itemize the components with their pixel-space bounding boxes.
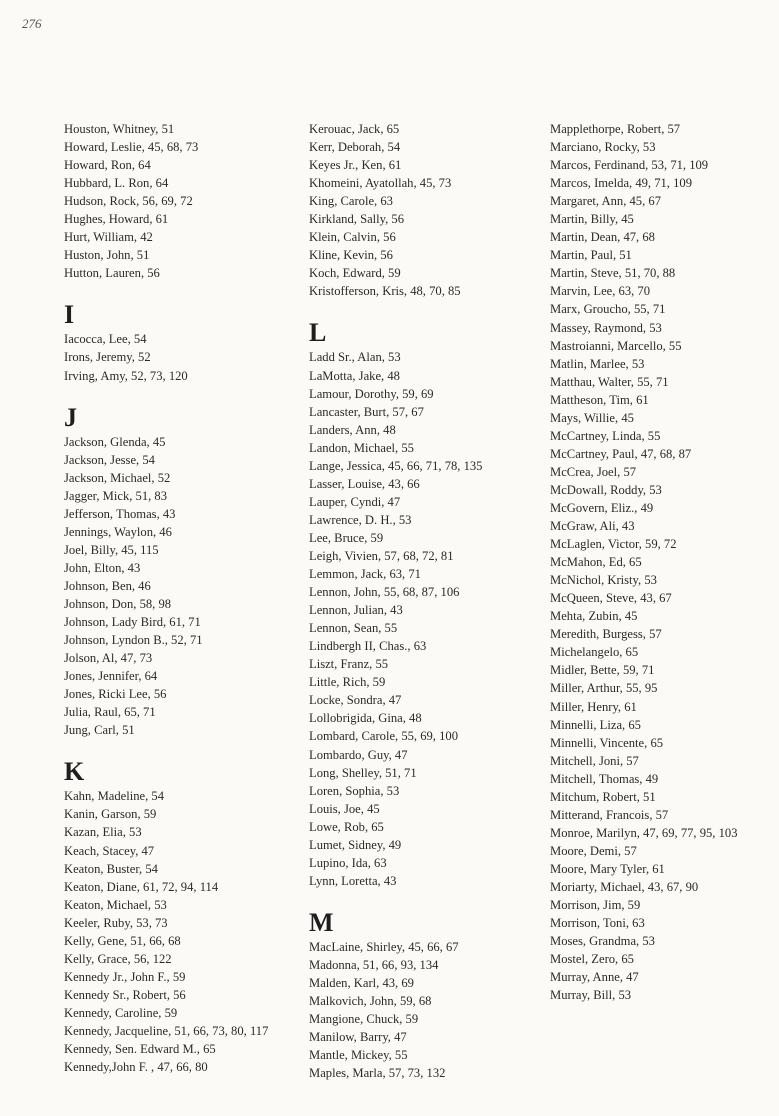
index-entry: Keaton, Buster, 54 [64, 861, 158, 876]
index-entry: Locke, Sondra, 47 [309, 693, 402, 708]
index-entry: Martin, Paul, 51 [550, 248, 632, 263]
index-entry: Iacocca, Lee, 54 [64, 332, 147, 347]
index-entry: Lauper, Cyndi, 47 [309, 494, 401, 509]
index-entry: Lange, Jessica, 45, 66, 71, 78, 135 [309, 458, 483, 473]
index-entry: Marx, Groucho, 55, 71 [550, 302, 666, 317]
index-entry: McDowall, Roddy, 53 [550, 482, 662, 497]
index-entry: Kennedy Sr., Robert, 56 [64, 987, 186, 1002]
section-letter-i: I [64, 300, 75, 330]
index-entry: Khomeini, Ayatollah, 45, 73 [309, 176, 452, 191]
index-entry: Murray, Anne, 47 [550, 970, 639, 985]
index-entry: Kerr, Deborah, 54 [309, 140, 401, 155]
index-entry: Miller, Henry, 61 [550, 699, 637, 714]
index-entry: McCrea, Joel, 57 [550, 464, 637, 479]
index-entry: Morrison, Jim, 59 [550, 898, 641, 913]
index-entry: Leigh, Vivien, 57, 68, 72, 81 [309, 548, 454, 563]
index-entry: Lancaster, Burt, 57, 67 [309, 404, 424, 419]
index-entry: Lollobrigida, Gina, 48 [309, 711, 422, 726]
index-entry: Lamour, Dorothy, 59, 69 [309, 386, 434, 401]
index-column-3 [550, 120, 775, 1004]
index-entry: Murray, Bill, 53 [550, 988, 632, 1003]
index-entry: Jagger, Mick, 51, 83 [64, 488, 168, 503]
index-entry: Keach, Stacey, 47 [64, 843, 155, 858]
page-number: 276 [22, 16, 42, 31]
index-entry: Kennedy,John F. , 47, 66, 80 [64, 1060, 208, 1075]
section-letter-j: J [64, 402, 77, 432]
index-entry: Mays, Willie, 45 [550, 410, 634, 425]
index-entry: Kahn, Madeline, 54 [64, 789, 165, 804]
index-entry: Johnson, Lyndon B., 52, 71 [64, 633, 203, 648]
index-entry: Moore, Mary Tyler, 61 [550, 861, 665, 876]
index-entry: Mitchell, Joni, 57 [550, 753, 639, 768]
index-entry: Irving, Amy, 52, 73, 120 [64, 368, 188, 383]
index-entry: Kerouac, Jack, 65 [309, 122, 400, 136]
index-entry: Mantle, Mickey, 55 [309, 1048, 408, 1063]
index-entry: Mehta, Zubin, 45 [550, 609, 638, 624]
index-entry: Marcos, Ferdinand, 53, 71, 109 [550, 158, 709, 173]
index-entry: John, Elton, 43 [64, 560, 141, 575]
index-entry: Meredith, Burgess, 57 [550, 627, 662, 642]
index-entry: Martin, Billy, 45 [550, 212, 634, 227]
section-letter-l: L [309, 318, 327, 348]
index-entry: Klein, Calvin, 56 [309, 230, 396, 245]
index-entry: Kelly, Grace, 56, 122 [64, 951, 172, 966]
index-entry: Hutton, Lauren, 56 [64, 266, 160, 281]
index-entry: Joel, Billy, 45, 115 [64, 542, 159, 557]
index-entry: Marvin, Lee, 63, 70 [550, 284, 651, 299]
index-entry: Lowe, Rob, 65 [309, 819, 384, 834]
index-entry: Ladd Sr., Alan, 53 [309, 350, 401, 365]
index-entry: Kelly, Gene, 51, 66, 68 [64, 933, 181, 948]
index-entry: Mattheson, Tim, 61 [550, 392, 649, 407]
index-entry: Hughes, Howard, 61 [64, 212, 169, 227]
index-entry: Hurt, William, 42 [64, 230, 153, 245]
index-entry: Jackson, Glenda, 45 [64, 434, 166, 449]
index-entry: Lennon, Julian, 43 [309, 603, 403, 618]
index-entry: Koch, Edward, 59 [309, 266, 401, 281]
index-entry: Liszt, Franz, 55 [309, 657, 389, 672]
index-entry: Lumet, Sidney, 49 [309, 837, 402, 852]
index-entry: McMahon, Ed, 65 [550, 555, 642, 570]
index-entry: Kristofferson, Kris, 48, 70, 85 [309, 284, 461, 299]
index-entry: Malden, Karl, 43, 69 [309, 975, 414, 990]
index-entry: McGovern, Eliz., 49 [550, 500, 654, 515]
index-entry: Keaton, Diane, 61, 72, 94, 114 [64, 879, 219, 894]
index-entry: McLaglen, Victor, 59, 72 [550, 537, 677, 552]
index-entry: Johnson, Ben, 46 [64, 578, 151, 593]
index-entry: Jefferson, Thomas, 43 [64, 506, 176, 521]
index-entry: Houston, Whitney, 51 [64, 122, 175, 136]
index-entry: Landon, Michael, 55 [309, 440, 414, 455]
index-entry: Jung, Carl, 51 [64, 723, 135, 738]
index-entry: Julia, Raul, 65, 71 [64, 705, 156, 720]
index-entry: Margaret, Ann, 45, 67 [550, 194, 661, 209]
index-entry: Kennedy, Sen. Edward M., 65 [64, 1042, 216, 1057]
index-entry: Huston, John, 51 [64, 248, 150, 263]
index-entry: Moore, Demi, 57 [550, 843, 637, 858]
index-entry: Monroe, Marilyn, 47, 69, 77, 95, 103 [550, 825, 738, 840]
index-entry: Johnson, Don, 58, 98 [64, 596, 172, 611]
index-entry: Matlin, Marlee, 53 [550, 356, 645, 371]
index-entry: Moriarty, Michael, 43, 67, 90 [550, 879, 699, 894]
index-entry: Lennon, John, 55, 68, 87, 106 [309, 585, 460, 600]
index-entry: Loren, Sophia, 53 [309, 783, 400, 798]
index-entry: Kanin, Garson, 59 [64, 807, 157, 822]
index-entry: LaMotta, Jake, 48 [309, 368, 400, 383]
index-entry: Matthau, Walter, 55, 71 [550, 374, 669, 389]
index-entry: Kirkland, Sally, 56 [309, 212, 405, 227]
index-entry: Johnson, Lady Bird, 61, 71 [64, 615, 201, 630]
index-entry: Michelangelo, 65 [550, 645, 639, 660]
index-entry: Lupino, Ida, 63 [309, 855, 387, 870]
index-entry: Keeler, Ruby, 53, 73 [64, 915, 168, 930]
index-entry: Mitterand, Francois, 57 [550, 807, 669, 822]
index-entry: Malkovich, John, 59, 68 [309, 994, 432, 1009]
index-entry: Midler, Bette, 59, 71 [550, 663, 655, 678]
index-entry: Maples, Marla, 57, 73, 132 [309, 1066, 446, 1081]
index-entry: Madonna, 51, 66, 93, 134 [309, 957, 439, 972]
index-entry: Lennon, Sean, 55 [309, 621, 398, 636]
index-entry: Manilow, Barry, 47 [309, 1030, 407, 1045]
index-entry: Lombardo, Guy, 47 [309, 747, 408, 762]
index-entry: Kline, Kevin, 56 [309, 248, 393, 263]
index-entry: Kennedy Jr., John F., 59 [64, 969, 186, 984]
index-entry: Martin, Steve, 51, 70, 88 [550, 266, 676, 281]
index-entry: Marcos, Imelda, 49, 71, 109 [550, 176, 692, 191]
index-entry: Marciano, Rocky, 53 [550, 140, 656, 155]
index-entry: Minnelli, Liza, 65 [550, 717, 641, 732]
index-entry: Keyes Jr., Ken, 61 [309, 158, 402, 173]
index-entry: Long, Shelley, 51, 71 [309, 765, 417, 780]
index-entry: Jackson, Michael, 52 [64, 470, 171, 485]
index-entry: Lasser, Louise, 43, 66 [309, 476, 420, 491]
index-entry: Howard, Leslie, 45, 68, 73 [64, 140, 199, 155]
index-column-2 [309, 120, 544, 1082]
section-letter-k: K [64, 757, 85, 787]
index-entry: Moses, Grandma, 53 [550, 934, 655, 949]
index-entry: Hudson, Rock, 56, 69, 72 [64, 194, 193, 209]
index-entry: Morrison, Toni, 63 [550, 916, 645, 931]
index-entry: Kennedy, Caroline, 59 [64, 1005, 178, 1020]
index-entry: Lynn, Loretta, 43 [309, 873, 397, 888]
index-entry: Lombard, Carole, 55, 69, 100 [309, 729, 458, 744]
index-entry: Mitchum, Robert, 51 [550, 789, 656, 804]
section-letter-m: M [309, 907, 334, 937]
index-entry: McCartney, Linda, 55 [550, 428, 661, 443]
index-entry: Howard, Ron, 64 [64, 158, 151, 173]
index-entry: Minnelli, Vincente, 65 [550, 735, 664, 750]
index-entry: McGraw, Ali, 43 [550, 519, 635, 534]
index-entry: Miller, Arthur, 55, 95 [550, 681, 658, 696]
index-entry: Lawrence, D. H., 53 [309, 512, 412, 527]
index-entry: Jones, Jennifer, 64 [64, 669, 158, 684]
index-entry: McQueen, Steve, 43, 67 [550, 591, 672, 606]
index-entry: Massey, Raymond, 53 [550, 320, 662, 335]
index-entry: Jackson, Jesse, 54 [64, 452, 155, 467]
index-entry: Mapplethorpe, Robert, 57 [550, 122, 681, 136]
index-entry: Martin, Dean, 47, 68 [550, 230, 655, 245]
index-entry: McCartney, Paul, 47, 68, 87 [550, 446, 692, 461]
index-entry: Kennedy, Jacqueline, 51, 66, 73, 80, 117 [64, 1023, 269, 1038]
index-entry: Lemmon, Jack, 63, 71 [309, 567, 421, 582]
index-entry: Mangione, Chuck, 59 [309, 1012, 419, 1027]
index-entry: Jolson, Al, 47, 73 [64, 651, 153, 666]
index-entry: Landers, Ann, 48 [309, 422, 396, 437]
index-entry: Mitchell, Thomas, 49 [550, 771, 659, 786]
index-column-1 [64, 120, 299, 1076]
index-entry: Mastroianni, Marcello, 55 [550, 338, 682, 353]
index-entry: Keaton, Michael, 53 [64, 897, 167, 912]
index-entry: Lindbergh II, Chas., 63 [309, 639, 427, 654]
index-entry: McNichol, Kristy, 53 [550, 573, 657, 588]
index-entry: Jennings, Waylon, 46 [64, 524, 172, 539]
index-entry: Mostel, Zero, 65 [550, 952, 634, 967]
index-entry: Hubbard, L. Ron, 64 [64, 176, 169, 191]
index-entry: King, Carole, 63 [309, 194, 393, 209]
index-entry: MacLaine, Shirley, 45, 66, 67 [309, 939, 459, 954]
index-entry: Kazan, Elia, 53 [64, 825, 142, 840]
index-entry: Jones, Ricki Lee, 56 [64, 687, 167, 702]
index-entry: Lee, Bruce, 59 [309, 530, 384, 545]
index-entry: Louis, Joe, 45 [309, 801, 380, 816]
index-entry: Irons, Jeremy, 52 [64, 350, 151, 365]
index-entry: Little, Rich, 59 [309, 675, 386, 690]
